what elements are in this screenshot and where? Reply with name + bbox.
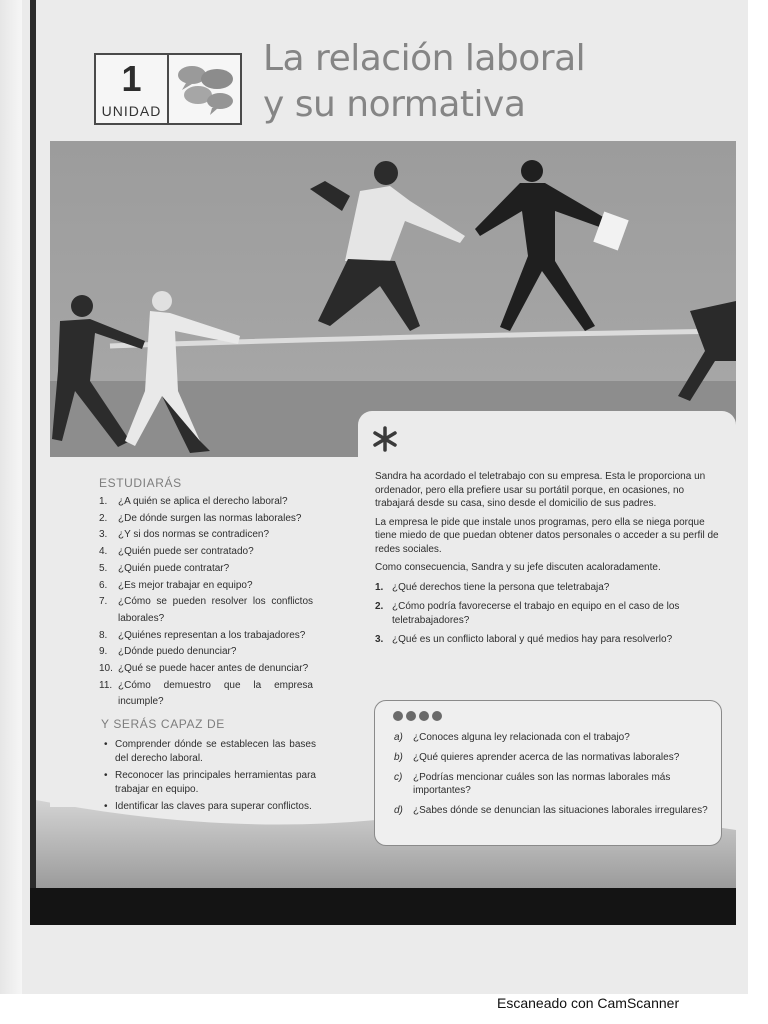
- item-text: ¿Qué se puede hacer antes de denunciar?: [118, 663, 309, 675]
- item-text: ¿Y si dos normas se contradicen?: [118, 529, 270, 541]
- page-binding-edge: [30, 0, 36, 925]
- list-item: [99, 628, 313, 645]
- item-number: 5.: [99, 562, 108, 574]
- abilities-heading: Y SERÁS CAPAZ DE: [101, 717, 225, 731]
- list-item: [375, 633, 725, 647]
- studies-heading: ESTUDIARÁS: [99, 476, 182, 490]
- item-letter: b): [394, 752, 403, 763]
- item-number: 4.: [99, 546, 108, 558]
- item-number: 10.: [99, 663, 113, 675]
- hero-illustration: [50, 141, 736, 457]
- item-letter: a): [394, 732, 403, 743]
- item-text: ¿Qué derechos tiene la persona que teletrabaja?: [392, 581, 610, 593]
- list-item: • Reconocer las principales herramientas para trabajar en equipo.: [104, 770, 316, 795]
- list-item: [99, 644, 313, 661]
- list-item: [99, 544, 313, 561]
- title-line-1: La relación laboral: [263, 38, 586, 79]
- item-text: ¿Quién puede ser contratado?: [118, 546, 254, 558]
- list-item: [99, 594, 313, 627]
- dots-icon: [393, 711, 442, 723]
- item-text: ¿Es mejor trabajar en equipo?: [118, 579, 253, 591]
- case-study-text: [375, 470, 725, 653]
- unit-number: 1: [121, 58, 142, 99]
- list-item: [99, 661, 313, 678]
- item-letter: c): [394, 772, 403, 783]
- case-paragraph-2: La empresa le pide que instale unos programas, pero ella se niega porque tiene miedo de que puedan obtener datos personales o acceder a su perfil de redes sociales.: [375, 516, 719, 555]
- case-questions: [375, 581, 725, 647]
- item-number: 7.: [99, 596, 108, 608]
- asterisk-icon: [372, 426, 398, 452]
- item-text: Reconocer las principales herramientas para trabajar en equipo.: [115, 770, 316, 795]
- list-item: [99, 494, 313, 511]
- case-paragraph-3: Como consecuencia, Sandra y su jefe discuten acaloradamente.: [375, 562, 661, 573]
- item-text: Comprender dónde se establecen las bases del derecho laboral.: [115, 739, 316, 764]
- list-item: [99, 678, 313, 711]
- item-number: 2.: [375, 601, 384, 612]
- list-item: • Identificar las claves para superar conflictos.: [104, 800, 316, 814]
- list-item: [375, 581, 725, 595]
- item-number: 1.: [375, 581, 384, 593]
- list-item: [99, 561, 313, 578]
- page-title: [263, 36, 585, 128]
- unit-box: [94, 53, 242, 125]
- item-text: ¿Quién puede contratar?: [118, 562, 230, 574]
- item-text: ¿Dónde puedo denunciar?: [118, 646, 237, 658]
- list-item: [394, 751, 716, 764]
- item-text: ¿Cómo demuestro que la empresa incumple?: [118, 679, 313, 708]
- activity-list: [394, 731, 716, 824]
- item-number: 2.: [99, 512, 108, 524]
- item-text: ¿Qué quieres aprender acerca de las normativas laborales?: [413, 752, 680, 763]
- studies-list: [99, 494, 313, 711]
- item-text: ¿Quiénes representan a los trabajadores?: [118, 629, 306, 641]
- item-number: 6.: [99, 579, 108, 591]
- bottom-black-bar: [30, 888, 736, 925]
- unit-number-cell: [96, 55, 169, 123]
- item-number: 3.: [375, 634, 384, 645]
- list-item: [99, 527, 313, 544]
- unit-label: UNIDAD: [101, 103, 162, 119]
- list-item: [394, 804, 716, 817]
- list-item: [99, 511, 313, 528]
- item-letter: d): [394, 805, 403, 816]
- item-number: 8.: [99, 629, 108, 641]
- item-text: ¿Conoces alguna ley relacionada con el trabajo?: [413, 732, 630, 743]
- item-number: 1.: [99, 496, 108, 507]
- camscanner-watermark: Escaneado con CamScanner: [497, 995, 680, 1011]
- item-text: ¿Cómo se pueden resolver los conflictos laborales?: [118, 596, 313, 624]
- list-item: [375, 600, 725, 627]
- abilities-list: [104, 738, 316, 817]
- item-number: 9.: [99, 646, 108, 658]
- item-text: ¿Qué es un conflicto laboral y qué medios hay para resolverlo?: [392, 634, 673, 645]
- title-line-2: y su normativa: [263, 84, 526, 125]
- item-number: 11.: [99, 679, 113, 691]
- scan-shadow: [0, 0, 22, 994]
- list-item: • Comprender dónde se establecen las bases del derecho laboral.: [104, 739, 316, 764]
- tug-of-war-handshake-illustration: [50, 141, 736, 457]
- speech-bubbles-icon: [172, 59, 238, 119]
- case-paragraph-1: Sandra ha acordado el teletrabajo con su empresa. Esta le proporciona un ordenador, pero ella prefiere usar su portátil porque, en ocasiones, no trabajará desde su casa, sino desde el domicilio de sus padres.: [375, 471, 706, 509]
- list-item: [99, 578, 313, 595]
- item-text: ¿De dónde surgen las normas laborales?: [118, 512, 302, 524]
- item-number: 3.: [99, 529, 108, 541]
- item-text: ¿Podrías mencionar cuáles son las normas laborales más importantes?: [413, 772, 671, 796]
- item-text: ¿A quién se aplica el derecho laboral?: [118, 496, 288, 507]
- item-text: ¿Cómo podría favorecerse el trabajo en equipo en el caso de los teletrabajadores?: [392, 601, 680, 626]
- list-item: [394, 731, 716, 744]
- item-text: Identificar las claves para superar conflictos.: [115, 801, 312, 812]
- item-text: ¿Sabes dónde se denuncian las situaciones laborales irregulares?: [413, 805, 708, 816]
- list-item: [394, 771, 716, 797]
